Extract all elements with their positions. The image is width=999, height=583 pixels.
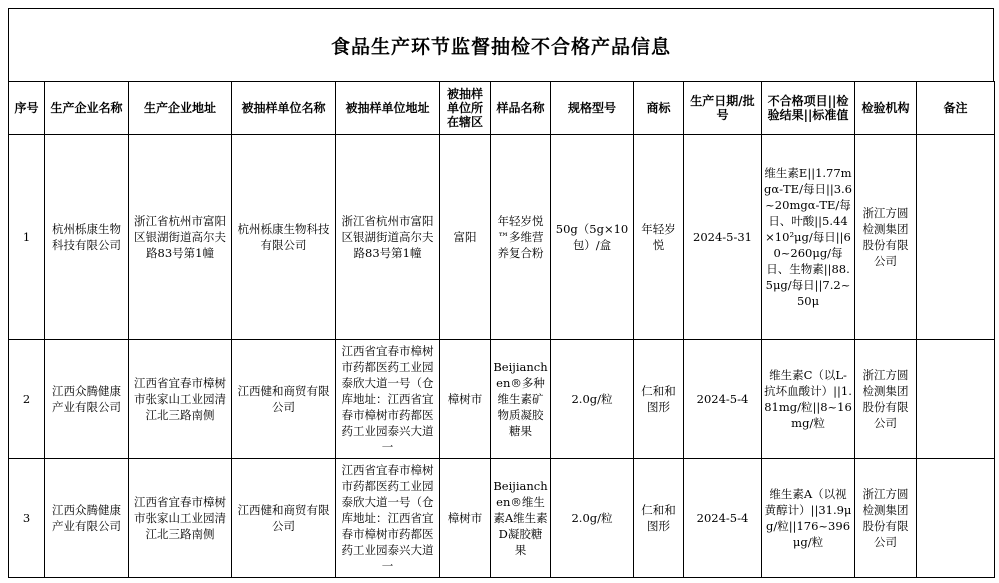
sampled-unit-address-text: 江西省宜春市樟树市药都医药工业园泰欣大道一号（仓库地址：江西省宜春市樟树市药都医药工业园泰兴大道一 — [341, 463, 434, 573]
cell-seq: 1 — [9, 135, 45, 340]
failed-items-text: 维生素E||1.77mgα-TE/每日||3.6~20mgα-TE/每日、叶酸||5.44×10²μg/每日||60~260μg/每日、生物素||88.5μg/每日||7.2~50μ — [764, 166, 852, 308]
header-remarks: 备注 — [917, 82, 995, 135]
header-brand: 商标 — [634, 82, 684, 135]
table-row — [9, 135, 995, 340]
cell-sampled-unit-name: 杭州栎康生物科技有限公司 — [232, 135, 336, 340]
cell-production-date: 2024-5-4 — [684, 459, 762, 578]
cell-sample-name: 年轻岁悦™多维营养复合粉 — [491, 135, 551, 340]
document-sheet — [8, 8, 994, 578]
cell-sampled-unit-address: 浙江省杭州市富阳区银湖街道高尔夫路83号第1幢 — [336, 135, 440, 340]
cell-brand: 仁和和图形 — [634, 459, 684, 578]
cell-producer-address: 江西省宜春市樟树市张家山工业园清江北三路南侧 — [129, 340, 232, 459]
header-producer-name: 生产企业名称 — [45, 82, 129, 135]
header-sample-name: 样品名称 — [491, 82, 551, 135]
cell-district: 富阳 — [440, 135, 491, 340]
unqualified-products-table — [8, 81, 995, 578]
cell-producer-name: 江西众腾健康产业有限公司 — [45, 340, 129, 459]
sampled-unit-address-text: 江西省宜春市樟树市药都医药工业园泰欣大道一号（仓库地址：江西省宜春市樟树市药都医药工业园泰兴大道一 — [341, 344, 434, 454]
cell-producer-name: 江西众腾健康产业有限公司 — [45, 459, 129, 578]
header-seq: 序号 — [9, 82, 45, 135]
header-production-date: 生产日期/批号 — [684, 82, 762, 135]
page-title: 食品生产环节监督抽检不合格产品信息 — [8, 8, 994, 81]
cell-inspection-agency: 浙江方圆检测集团股份有限公司 — [855, 340, 917, 459]
cell-seq: 2 — [9, 340, 45, 459]
cell-sampled-unit-name: 江西健和商贸有限公司 — [232, 340, 336, 459]
cell-inspection-agency: 浙江方圆检测集团股份有限公司 — [855, 135, 917, 340]
cell-failed-items: 维生素A（以视黄醇计）||31.9μg/粒||176~396μg/粒 — [762, 459, 855, 578]
header-inspection-agency: 检验机构 — [855, 82, 917, 135]
header-producer-address: 生产企业地址 — [129, 82, 232, 135]
header-sampled-unit-address: 被抽样单位地址 — [336, 82, 440, 135]
cell-seq: 3 — [9, 459, 45, 578]
table-row — [9, 340, 995, 459]
table-row — [9, 459, 995, 578]
cell-inspection-agency: 浙江方圆检测集团股份有限公司 — [855, 459, 917, 578]
cell-failed-items — [762, 135, 855, 340]
header-failed-items: 不合格项目||检验结果||标准值 — [762, 82, 855, 135]
cell-spec: 2.0g/粒 — [551, 459, 634, 578]
table-header-row — [9, 82, 995, 135]
cell-failed-items: 维生素C（以L-抗坏血酸计）||1.81mg/粒||8~16mg/粒 — [762, 340, 855, 459]
cell-district: 樟树市 — [440, 340, 491, 459]
header-district: 被抽样单位所在辖区 — [440, 82, 491, 135]
cell-sample-name: Beijianchen®多种维生素矿物质凝胶糖果 — [491, 340, 551, 459]
cell-spec: 2.0g/粒 — [551, 340, 634, 459]
header-spec: 规格型号 — [551, 82, 634, 135]
cell-remarks — [917, 340, 995, 459]
cell-sampled-unit-address — [336, 340, 440, 459]
cell-production-date: 2024-5-31 — [684, 135, 762, 340]
cell-remarks — [917, 459, 995, 578]
cell-district: 樟树市 — [440, 459, 491, 578]
header-sampled-unit-name: 被抽样单位名称 — [232, 82, 336, 135]
cell-remarks — [917, 135, 995, 340]
cell-brand: 年轻岁悦 — [634, 135, 684, 340]
cell-producer-address: 浙江省杭州市富阳区银湖街道高尔夫路83号第1幢 — [129, 135, 232, 340]
cell-sample-name: Beijianchen®维生素A维生素D凝胶糖果 — [491, 459, 551, 578]
cell-spec: 50g（5g×10包）/盒 — [551, 135, 634, 340]
cell-brand: 仁和和图形 — [634, 340, 684, 459]
cell-producer-address: 江西省宜春市樟树市张家山工业园清江北三路南侧 — [129, 459, 232, 578]
cell-production-date: 2024-5-4 — [684, 340, 762, 459]
cell-producer-name: 杭州栎康生物科技有限公司 — [45, 135, 129, 340]
cell-sampled-unit-name: 江西健和商贸有限公司 — [232, 459, 336, 578]
cell-sampled-unit-address — [336, 459, 440, 578]
